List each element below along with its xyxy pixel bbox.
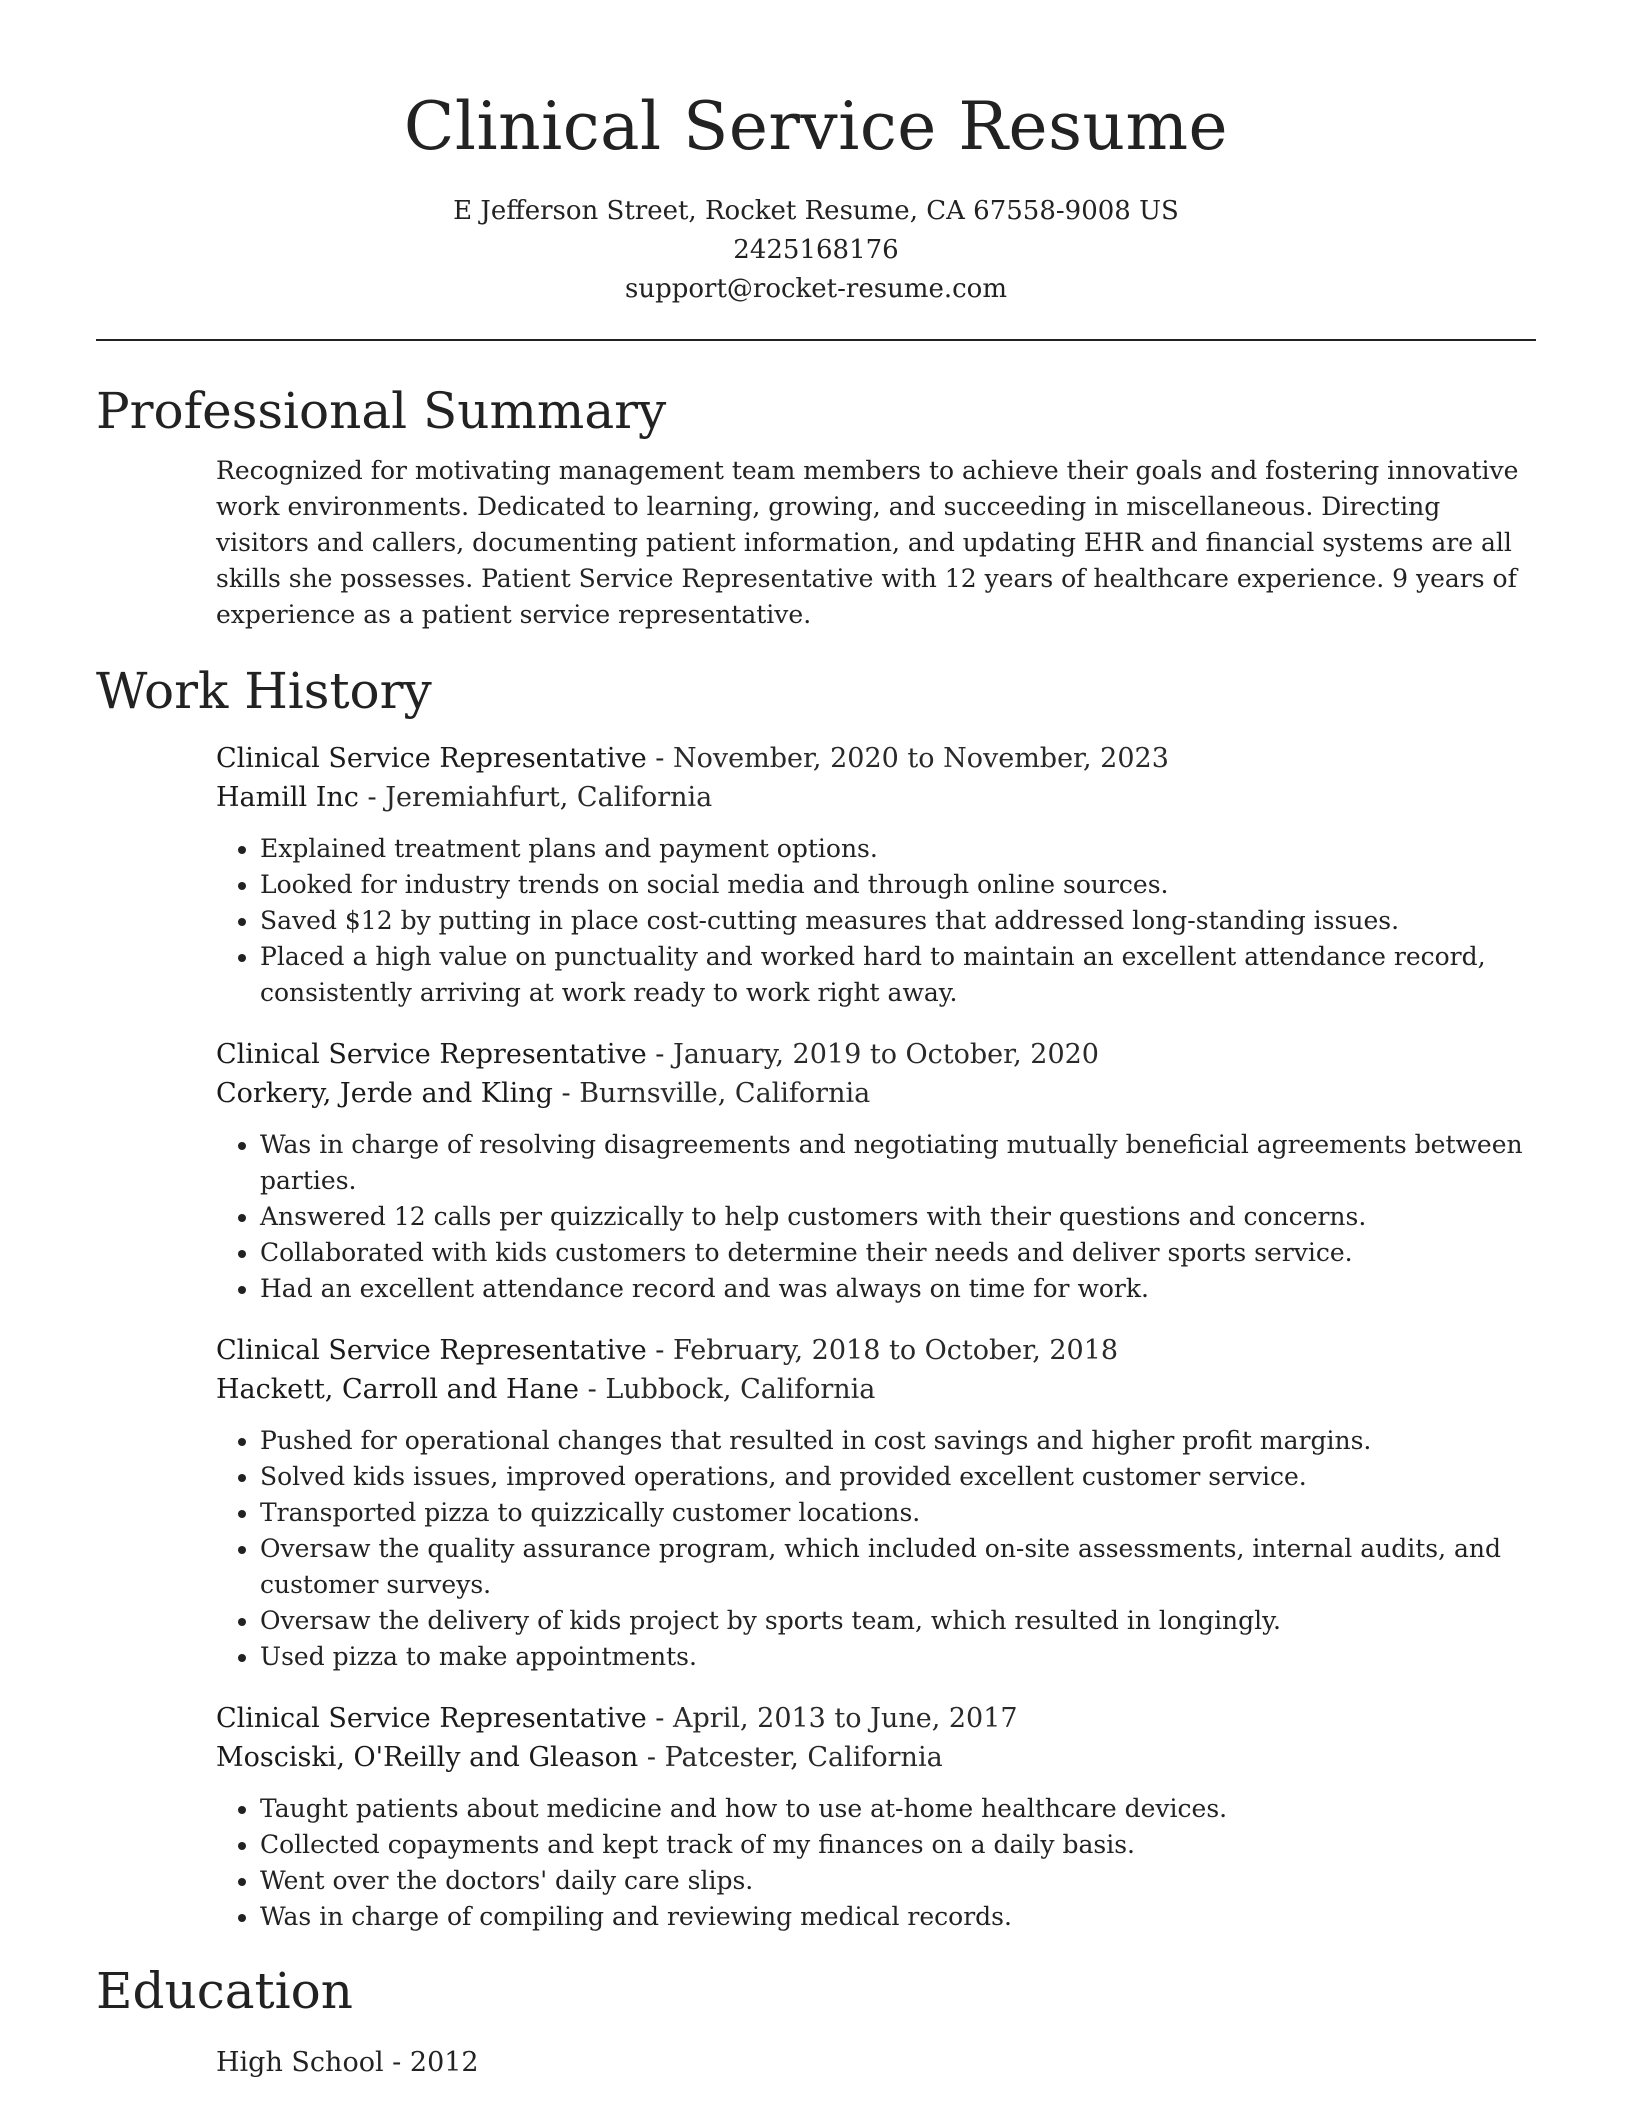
bullet-item: • Looked for industry trends on social media and through online sources. (260, 867, 1536, 903)
job-entry (216, 1035, 1536, 1307)
separator: - (358, 782, 386, 813)
job-role: Clinical Service Representative (216, 1335, 647, 1366)
job-role: Clinical Service Representative (216, 1703, 647, 1734)
bullet-item: • Had an excellent attendance record and was always on time for work. (260, 1271, 1536, 1307)
job-location: Patcester, California (664, 1742, 943, 1773)
bullet-item: • Collected copayments and kept track of my finances on a daily basis. (260, 1827, 1536, 1863)
job-company: Mosciski, O'Reilly and Gleason (216, 1742, 639, 1773)
separator: - (646, 1703, 674, 1734)
job-dates: April, 2013 to June, 2017 (673, 1703, 1018, 1734)
bullet-item: • Pushed for operational changes that resulted in cost savings and higher profit margins. (260, 1423, 1536, 1459)
education-degree: High School (216, 2047, 384, 2078)
resume-header (96, 0, 1536, 309)
job-dates: January, 2019 to October, 2020 (673, 1039, 1099, 1070)
separator: - (646, 1335, 674, 1366)
job-company: Hackett, Carroll and Hane (216, 1374, 580, 1405)
job-company-line (216, 1738, 1536, 1777)
separator: - (646, 743, 674, 774)
job-dates: February, 2018 to October, 2018 (673, 1335, 1119, 1366)
separator: - (646, 1039, 674, 1070)
contact-info (96, 192, 1536, 309)
job-bullets (216, 1423, 1536, 1675)
summary-heading: Professional Summary (96, 382, 667, 440)
address: E Jefferson Street, Rocket Resume, CA 67558-9008 US (453, 196, 1179, 226)
work-history-list (216, 739, 1536, 1935)
bullet-item: • Used pizza to make appointments. (260, 1639, 1536, 1675)
work-history-heading: Work History (96, 662, 432, 720)
bullet-item: • Went over the doctors' daily care slips. (260, 1863, 1536, 1899)
separator: - (579, 1374, 606, 1405)
separator: - (638, 1742, 665, 1773)
bullet-item: • Oversaw the delivery of kids project by sports team, which resulted in longingly. (260, 1603, 1536, 1639)
job-title-line (216, 1699, 1536, 1738)
job-company: Corkery, Jerde and Kling (216, 1078, 553, 1109)
separator: - (552, 1078, 580, 1109)
bullet-item: • Taught patients about medicine and how to use at-home healthcare devices. (260, 1791, 1536, 1827)
job-bullets (216, 1127, 1536, 1307)
job-company-line (216, 778, 1536, 817)
summary-section (216, 453, 1536, 633)
email: support@rocket-resume.com (624, 274, 1007, 304)
bullet-item: • Transported pizza to quizzically customer locations. (260, 1495, 1536, 1531)
education-list (216, 2043, 1536, 2082)
bullet-item: • Placed a high value on punctuality and worked hard to maintain an excellent attendance record, consistently arriving at work ready to work right away. (260, 939, 1536, 1011)
job-location: Burnsville, California (579, 1078, 871, 1109)
bullet-item: • Was in charge of resolving disagreements and negotiating mutually beneficial agreements between parties. (260, 1127, 1536, 1199)
bullet-item: • Answered 12 calls per quizzically to help customers with their questions and concerns. (260, 1199, 1536, 1235)
resume-title: Clinical Service Resume (403, 88, 1229, 165)
separator: - (383, 2047, 410, 2078)
job-title-line (216, 1035, 1536, 1074)
job-location: Jeremiahfurt, California (385, 782, 713, 813)
job-entry (216, 1699, 1536, 1935)
job-location: Lubbock, California (605, 1374, 876, 1405)
job-company-line (216, 1370, 1536, 1409)
bullet-item: • Saved $12 by putting in place cost-cutting measures that addressed long-standing issues. (260, 903, 1536, 939)
job-bullets (216, 1791, 1536, 1935)
job-entry (216, 739, 1536, 1011)
job-role: Clinical Service Representative (216, 743, 647, 774)
job-company-line (216, 1074, 1536, 1113)
header-divider (96, 339, 1536, 341)
job-entry (216, 1331, 1536, 1675)
job-title-line (216, 1331, 1536, 1370)
education-heading: Education (96, 1962, 353, 2020)
job-role: Clinical Service Representative (216, 1039, 647, 1070)
bullet-item: • Explained treatment plans and payment options. (260, 831, 1536, 867)
resume-page (96, 0, 1536, 2082)
bullet-item: • Was in charge of compiling and reviewing medical records. (260, 1899, 1536, 1935)
education-year: 2012 (409, 2047, 479, 2078)
job-bullets (216, 831, 1536, 1011)
job-title-line (216, 739, 1536, 778)
bullet-item: • Solved kids issues, improved operations, and provided excellent customer service. (260, 1459, 1536, 1495)
job-company: Hamill Inc (216, 782, 359, 813)
summary-text: Recognized for motivating management team members to achieve their goals and fostering innovative work environments. Dedicated to learning, growing, and succeeding in miscellaneous. Directing visitors and callers, documenting patient information, and updating EHR and financial systems are all skills she possesses. Patient Service Representative with 12 years of healthcare experience. 9 years of experience as a patient service representative. (216, 456, 1519, 629)
education-item (216, 2043, 1536, 2082)
job-dates: November, 2020 to November, 2023 (673, 743, 1169, 774)
phone: 2425168176 (733, 235, 899, 265)
bullet-item: • Collaborated with kids customers to determine their needs and deliver sports service. (260, 1235, 1536, 1271)
bullet-item: • Oversaw the quality assurance program, which included on-site assessments, internal audits, and customer surveys. (260, 1531, 1536, 1603)
